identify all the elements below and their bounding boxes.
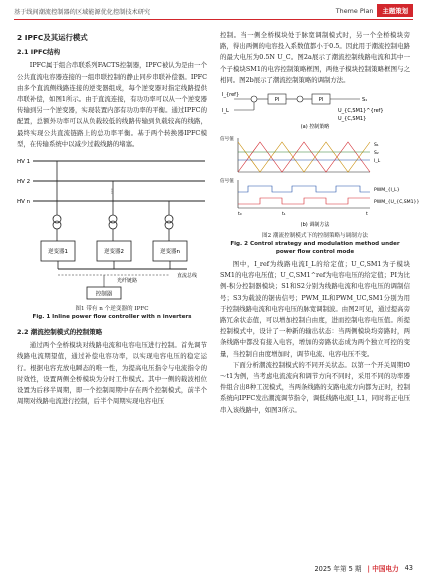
svg-text:S₂: S₂ [374,151,379,157]
page-footer [314,563,413,573]
paragraph-control-continued: 控制。当一侧全桥模块处于脉宽调制模式时，另一个全桥模块旁路，得出两侧的电容投入系数值都小于0.5。因此用于潮流控制电路的最大电压为0.5N U_C。图2a展示了潮流控制线路电流和其中一个子模块SM1的电容控制策略框图，两他子模块控制策略框图与之相同。图2b展示了潮流控制策略的调制方法。 [220,31,410,84]
pwm-uc-wave [238,198,370,204]
theme-plan-label: Theme Plan [335,6,374,15]
svg-text:信号值: 信号值 [220,137,234,143]
issue-label: 2025 年第 5 期 [314,565,362,573]
paragraph-switching-states: 下面分析潮流控制模式的不同开关状态。以第一个开关周期t0～t1为例，当考虑电流流向和调节方向不同时，采用不同的功率器件组合出8种工况模式，当两条线路的支路电流方向都为正时，控制系统向IPFC发出潮流调节指令，调低线路电流I_L1，同时将正电压串入该线路中，如图3所示。 [220,360,410,414]
figure-1-caption: 图1 带有 n 个逆变器的 IPFC [75,306,149,313]
svg-text:I_{ref}: I_{ref} [222,92,240,99]
transformer-n [165,201,173,241]
svg-text:I_L: I_L [222,108,229,115]
page-number: 43 [404,564,413,572]
figure-2-caption-en: Fig. 2 Control strategy and modulation method under power flow control mode [230,241,400,256]
svg-text:I_L: I_L [374,159,381,165]
svg-text:U_{C,SM1}^{ref}: U_{C,SM1}^{ref} [338,108,384,115]
svg-text:PWM_{U_{C,SM1}}: PWM_{U_{C,SM1}} [374,200,420,206]
block-diagram-a [222,92,384,130]
journal-brand: | 中国电力 [367,565,399,573]
ipfc-diagram [17,153,207,303]
running-header-title: 基于线间潮流控制器的区域能源优化控制技术研究 [14,9,151,16]
header-rule [14,19,413,20]
paragraph-ipfc-structure: IPFC属于组合串联系列FACTS控制器，IPFC被认为是由一个公共直流电容器连接的一组串联控制的静止同步串联补偿器。IPFC由多个直流侧线路连接的逆变器组成，每个逆变器对指定线路提供串联补偿，如图1所示。由于直流连接，有功功率可以从一个逆变器传输到另一个逆变器，实现装置内部有功功率的平衡。通过IPFC的配置，总额外功率可以从负载较低的线路传输到负载较高的线路，最终实现公共直流链路上的总功率平衡。基于两个转换器IPFC模型，在传输系统中以减少过载线路的堵塞。 [17,61,207,148]
inverter-n-label: 逆变器n [160,249,180,256]
figure-2-caption: 图2 潮流控制模式下的控制策略与调制方法 [261,233,369,240]
svg-text:U_{C,SM1}: U_{C,SM1} [338,116,367,123]
subsection-heading-2-1: 2.1 IPFC结构 [17,48,61,57]
dc-bus-label: 直流总线 [177,273,198,280]
figure-2 [220,88,420,230]
figure-1-caption-en: Fig. 1 Inline power flow controller with n inverters [32,314,192,321]
fiber-link-label: 光纤链路 [117,278,138,285]
svg-text:PWM_{I_L}: PWM_{I_L} [374,188,400,194]
ellipsis-dots: ⋮ [109,188,115,196]
svg-text:(a) 控制策略: (a) 控制策略 [300,124,330,131]
svg-text:PI: PI [274,97,280,104]
svg-text:S₁: S₁ [374,143,379,149]
svg-text:t: t [366,212,368,218]
carrier-wave-top-b [238,142,370,172]
inverter-2-label: 逆变器2 [104,249,124,256]
modulation-waveforms-b [220,135,419,228]
theme-badge: 主题策划 [377,4,413,17]
bus-label-1: HV 1 [17,159,31,166]
right-column [220,30,420,416]
section-heading-2: 2 IPFC及其运行模式 [17,33,88,42]
left-column [17,30,207,407]
subsection-heading-2-2: 2.2 潮流控制模式的控制策略 [17,328,103,337]
svg-text:(b) 调制方法: (b) 调制方法 [300,222,330,229]
pwm-il-wave [238,186,370,192]
svg-text:S₁: S₁ [362,97,368,104]
svg-text:信号值: 信号值 [220,179,234,185]
running-header-right [336,4,413,17]
inverter-1-label: 逆变器1 [48,249,68,256]
controller-label: 控制器 [95,291,113,298]
paragraph-figure-explanation: 图中，I_ref为线路电流I_L的给定值；U_C,SM1为子模块SM1的电容电压值；U_C,SM1^ref为电容电压的给定值；PI为比例-积分控制器模块；S1和S2分别为线路电流和电容电压的调制信号；S3为载波的锯齿信号；PWM_IL和PWM_UC,SM1分别为用于控制线路电流和电容电压的脉宽调制波。由图2可见，通过提高旁路冗余状态值，可以增加控制自由度，进而控制电容电压值。所提控制模式中，设计了一种新的输出状态：当两侧模块均旁路时，两条线路中都没有接入电容，增加的旁路状态成为两个独立可控的变量，当控制自由度增加时，调节电流、电容电压不变。 [220,260,410,358]
svg-text:t₀: t₀ [238,212,242,218]
carrier-wave-top [238,142,370,172]
bus-label-2: HV 2 [17,179,31,186]
paragraph-control-strategy: 通过两个全桥模块对线路电流和电容电压进行控制。首先调节线路电流期望值，通过补偿电容功率，以实现电容电压的稳定运行。根据电容充放电瞬态的唯一性，为提高电压指令与电流指令的时效性，设置两侧全桥模块为分时工作模式。其中一侧的载波相位设置为后移半周期，即一个控制周期中存在两个控制模式，前半个周期对线路电流进行控制，后半个周期实现电容电压 [17,341,207,406]
svg-text:t₁: t₁ [282,212,286,218]
bus-label-n: HV n [17,199,31,206]
figure-1 [17,153,207,303]
svg-text:PI: PI [318,97,324,104]
control-strategy-diagram [220,88,420,230]
